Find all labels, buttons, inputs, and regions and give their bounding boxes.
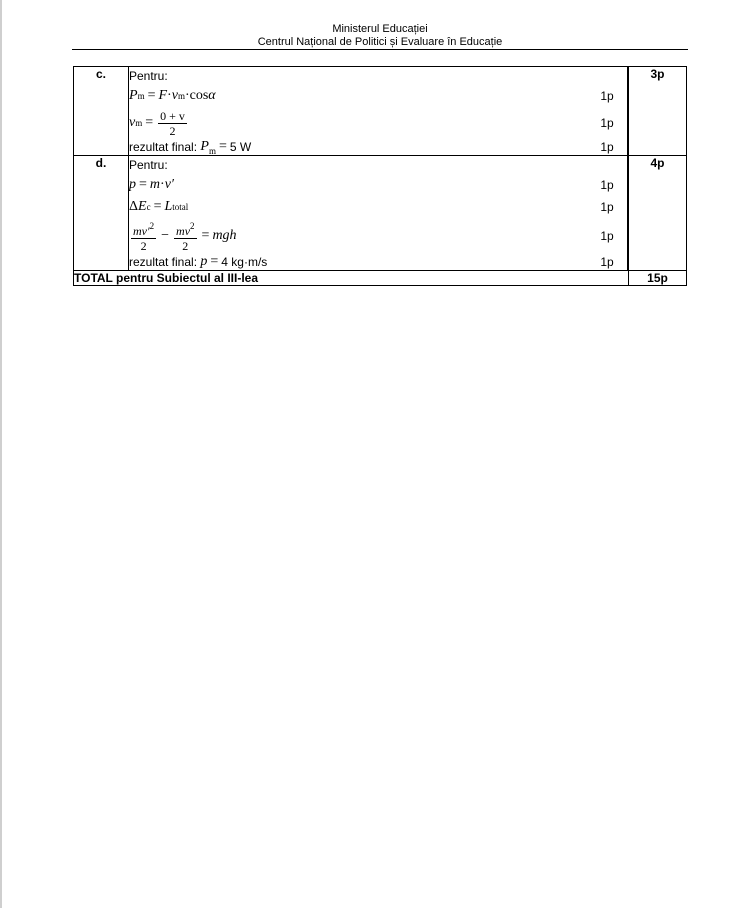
section-content	[129, 156, 629, 271]
criterion-score: 1p	[600, 178, 614, 192]
criterion-score: 1p	[600, 229, 614, 243]
criterion-row	[129, 85, 628, 107]
section-label: d.	[74, 156, 129, 271]
section-row-d	[74, 156, 687, 271]
criterion-row	[129, 254, 628, 270]
total-label: TOTAL pentru Subiectul al III-lea	[74, 271, 629, 286]
section-points: 3p	[629, 67, 687, 156]
page-left-edge	[0, 0, 2, 908]
header-divider	[72, 49, 688, 50]
section-content	[129, 67, 629, 156]
criterion-score: 1p	[600, 255, 614, 269]
formula-kinetic-energy-theorem: Δ E c = L total	[129, 199, 189, 214]
criterion-score: 1p	[600, 116, 614, 130]
formula-energy-balance: $\frac{mv'^2}{2}$ − $\frac{mv^2}{2}$ = mgh	[133, 221, 237, 253]
section-heading-row	[129, 67, 628, 85]
formula-momentum: p = m · v′	[129, 177, 174, 192]
final-result: rezultat final: $P_m$ = 5 W	[129, 138, 252, 156]
formula-average-power: P m = F · v m · cos α	[129, 88, 216, 103]
fraction: $\frac{mv^2}{2}$	[176, 221, 195, 253]
criterion-row	[129, 218, 628, 254]
section-heading-row	[129, 156, 628, 174]
criterion-row	[129, 107, 628, 139]
criterion-row	[129, 196, 628, 218]
total-row	[74, 271, 687, 286]
grading-table	[73, 66, 687, 286]
fraction: $\frac{0 + v}{2}$	[160, 108, 185, 138]
document-header	[72, 23, 688, 49]
criterion-score: 1p	[600, 140, 614, 154]
section-label: c.	[74, 67, 129, 156]
criterion-row	[129, 174, 628, 196]
formula-average-speed: v m = $\frac{0 + v}{2}$	[129, 108, 185, 138]
total-points: 15p	[629, 271, 687, 286]
section-row-c	[74, 67, 687, 156]
criterion-score: 1p	[600, 89, 614, 103]
fraction: $\frac{mv'^2}{2}$	[133, 221, 155, 253]
criterion-row	[129, 139, 628, 155]
section-heading: Pentru:	[129, 158, 168, 172]
section-heading: Pentru:	[129, 69, 168, 83]
final-result: rezultat final: p = 4 kg·m/s	[129, 254, 268, 269]
header-ministry: Ministerul Educației	[332, 23, 428, 35]
header-center: Centrul Național de Politici și Evaluare în Educație	[257, 36, 503, 48]
section-points: 4p	[629, 156, 687, 271]
criterion-score: 1p	[600, 200, 614, 214]
